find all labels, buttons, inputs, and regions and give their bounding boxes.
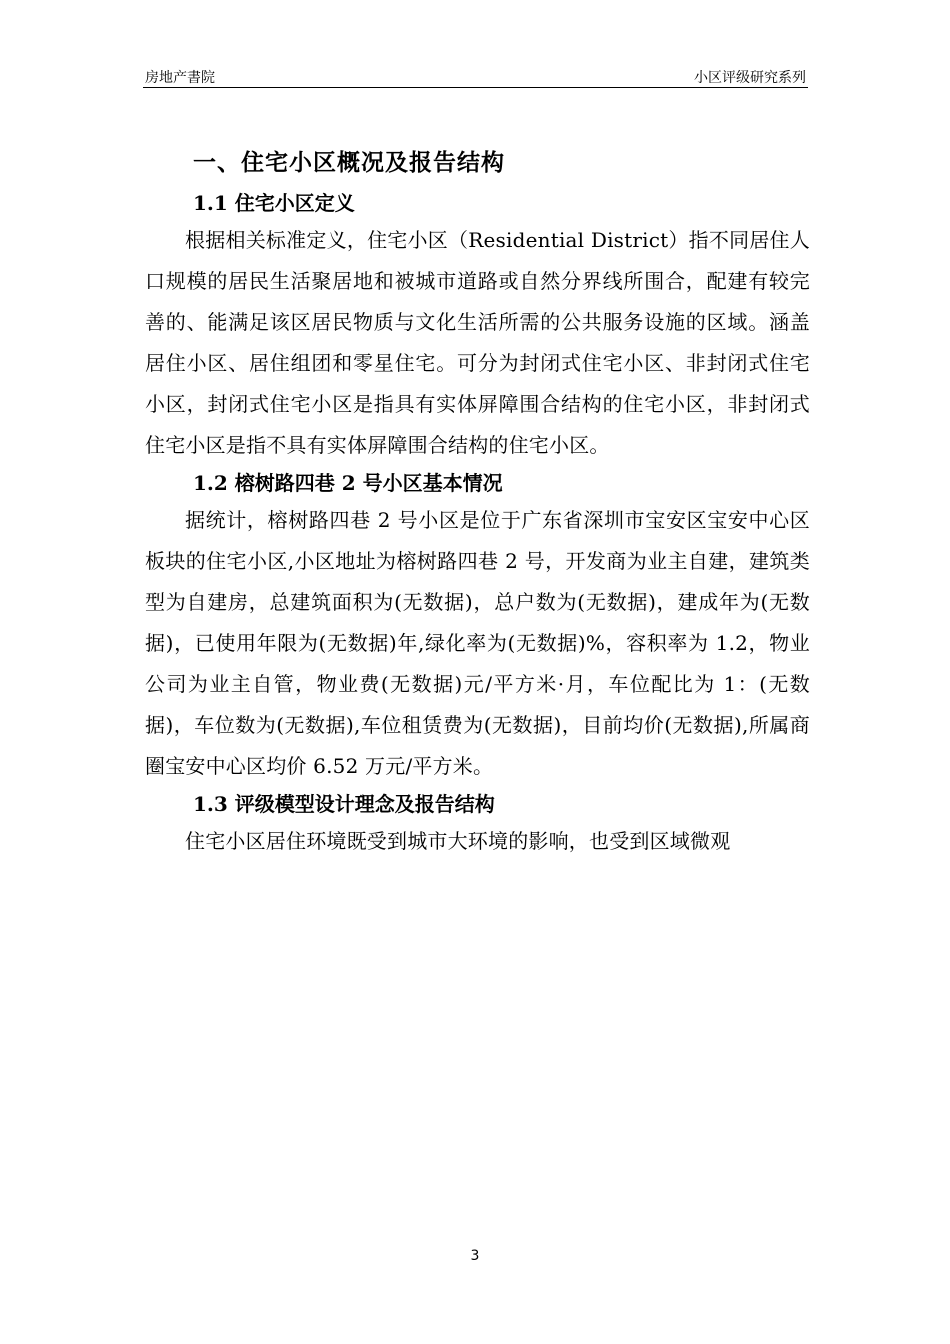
section-paragraph-1-3: 住宅小区居住环境既受到城市大环境的影响，也受到区域微观: [185, 829, 731, 853]
section-title-1-1: 1.1 住宅小区定义: [193, 191, 355, 215]
section-title-1-3: 1.3 评级模型设计理念及报告结构: [193, 792, 495, 816]
document-body: [145, 140, 810, 862]
page-header: [143, 58, 808, 88]
header-series-title: 小区评级研究系列: [694, 70, 806, 86]
section-paragraph-1-1: 根据相关标准定义，住宅小区（Residential District）指不同居住人口规模的居民生活聚居地和被城市道路或自然分界线所围合，配建有较完善的、能满足该区居民物质与文化生活所需的公共服务设施的区域。涵盖居住小区、居住组团和零星住宅。可分为封闭式住宅小区、非封闭式住宅小区，封闭式住宅小区是指具有实体屏障围合结构的住宅小区，非封闭式住宅小区是指不具有实体屏障围合结构的住宅小区。: [145, 228, 810, 457]
section-paragraph-1-2: 据统计，榕树路四巷 2 号小区是位于广东省深圳市宝安区宝安中心区板块的住宅小区,小区地址为榕树路四巷 2 号，开发商为业主自建，建筑类型为自建房，总建筑面积为(无数据)，总户数为(无数据)，建成年为(无数据)，已使用年限为(无数据)年,绿化率为(无数据)%，容积率为 1.2，物业公司为业主自管，物业费(无数据)元/平方米·月，车位配比为 1：(无数据)，车位数为(无数据),车位租赁费为(无数据)，目前均价(无数据),所属商圈宝安中心区均价 6.52 万元/平方米。: [145, 508, 810, 778]
section-title-1-2: 1.2 榕树路四巷 2 号小区基本情况: [193, 471, 503, 495]
chapter-title: 一、住宅小区概况及报告结构: [193, 149, 505, 176]
header-publisher: 房地产書院: [145, 70, 215, 86]
page-number: 3: [470, 1248, 480, 1264]
